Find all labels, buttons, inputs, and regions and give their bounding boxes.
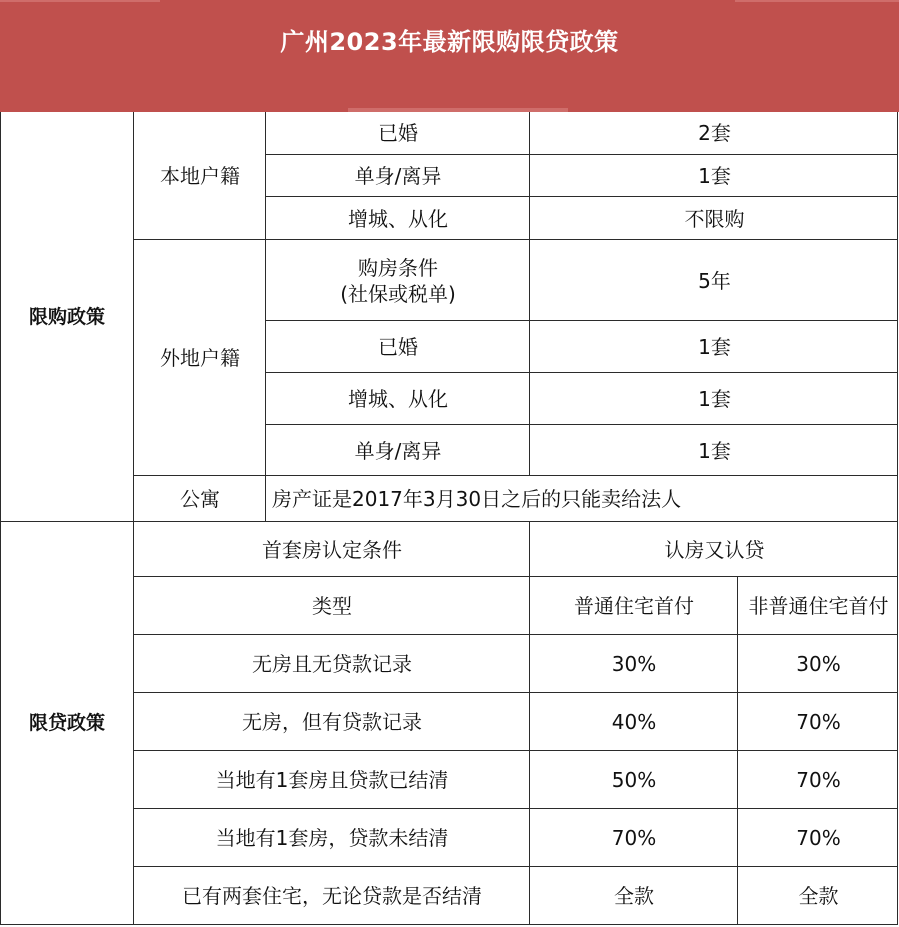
ordinary-down-payment: 70%	[611, 826, 657, 850]
non-ordinary-down-payment: 30%	[796, 652, 841, 676]
condition-line: (社保或税单)	[340, 281, 456, 306]
loan-type-cell: 当地有1套房且贷款已结清	[215, 768, 449, 792]
table-border	[0, 924, 898, 925]
first-home-criteria-label: 首套房认定条件	[262, 537, 402, 562]
grid-line	[266, 372, 898, 373]
non-ordinary-down-payment: 全款	[798, 884, 839, 908]
local-value-cell: 不限购	[684, 206, 745, 231]
condition-line: 购房条件	[357, 255, 438, 280]
local-condition-cell: 增城、从化	[348, 206, 448, 231]
column-header-ordinary: 普通住宅首付	[574, 594, 694, 618]
nonlocal-condition-cell: 增城、从化	[348, 387, 448, 411]
loan-type-cell: 无房，但有贷款记录	[242, 710, 422, 734]
grid-line	[266, 424, 898, 425]
local-value-cell: 1套	[698, 163, 731, 188]
table-border	[897, 112, 898, 925]
nonlocal-purchase-condition	[266, 240, 530, 321]
grid-line	[134, 866, 898, 867]
grid-line	[134, 808, 898, 809]
grid-line	[266, 196, 898, 197]
grid-line	[529, 112, 530, 476]
loan-type-cell: 已有两套住宅，无论贷款是否结清	[182, 884, 482, 908]
ordinary-down-payment: 30%	[611, 652, 657, 676]
column-header-type: 类型	[312, 594, 352, 618]
ordinary-down-payment: 全款	[614, 884, 654, 908]
local-residency-label: 本地户籍	[160, 164, 240, 188]
ordinary-down-payment: 40%	[611, 710, 657, 734]
nonlocal-value-cell: 1套	[698, 387, 731, 411]
local-value-cell: 2套	[698, 121, 731, 145]
first-home-criteria-value: 认房又认贷	[664, 537, 765, 562]
column-header-non-ordinary: 非普通住宅首付	[748, 594, 889, 618]
non-ordinary-down-payment: 70%	[796, 710, 841, 734]
non-ordinary-down-payment: 70%	[796, 768, 841, 792]
grid-line	[134, 475, 898, 476]
loan-type-cell: 无房且无贷款记录	[252, 652, 412, 676]
grid-line	[529, 522, 530, 925]
grid-line	[134, 239, 898, 240]
apartment-label: 公寓	[180, 487, 220, 511]
nonlocal-value-cell: 1套	[698, 438, 731, 463]
apartment-rule: 房产证是2017年3月30日之后的只能卖给法人	[272, 487, 682, 511]
local-condition-cell: 单身/离异	[354, 163, 442, 188]
grid-line	[134, 692, 898, 693]
purchase-section-label: 限购政策	[28, 305, 105, 328]
local-condition-cell: 已婚	[378, 121, 418, 145]
grid-line	[134, 634, 898, 635]
loan-type-cell: 当地有1套房，贷款未结清	[215, 826, 449, 850]
nonlocal-condition-value: 5年	[698, 268, 731, 293]
banner-speck	[0, 0, 160, 2]
nonlocal-value-cell: 1套	[698, 335, 731, 359]
grid-line	[737, 577, 738, 925]
table-border	[0, 112, 1, 925]
loan-section-label: 限贷政策	[28, 712, 105, 735]
ordinary-down-payment: 50%	[611, 768, 657, 792]
grid-line	[266, 154, 898, 155]
nonlocal-condition-cell: 单身/离异	[354, 438, 442, 463]
title-banner	[0, 0, 899, 112]
non-ordinary-down-payment: 70%	[796, 826, 841, 850]
grid-line	[134, 750, 898, 751]
nonlocal-condition-cell: 已婚	[378, 335, 418, 359]
grid-line	[0, 521, 898, 522]
page-title: 广州2023年最新限购限贷政策	[280, 28, 619, 56]
nonlocal-residency-label: 外地户籍	[160, 346, 240, 370]
banner-speck	[735, 0, 899, 2]
grid-line	[133, 112, 134, 925]
grid-line	[266, 320, 898, 321]
grid-line	[134, 576, 898, 577]
grid-line	[265, 112, 266, 522]
